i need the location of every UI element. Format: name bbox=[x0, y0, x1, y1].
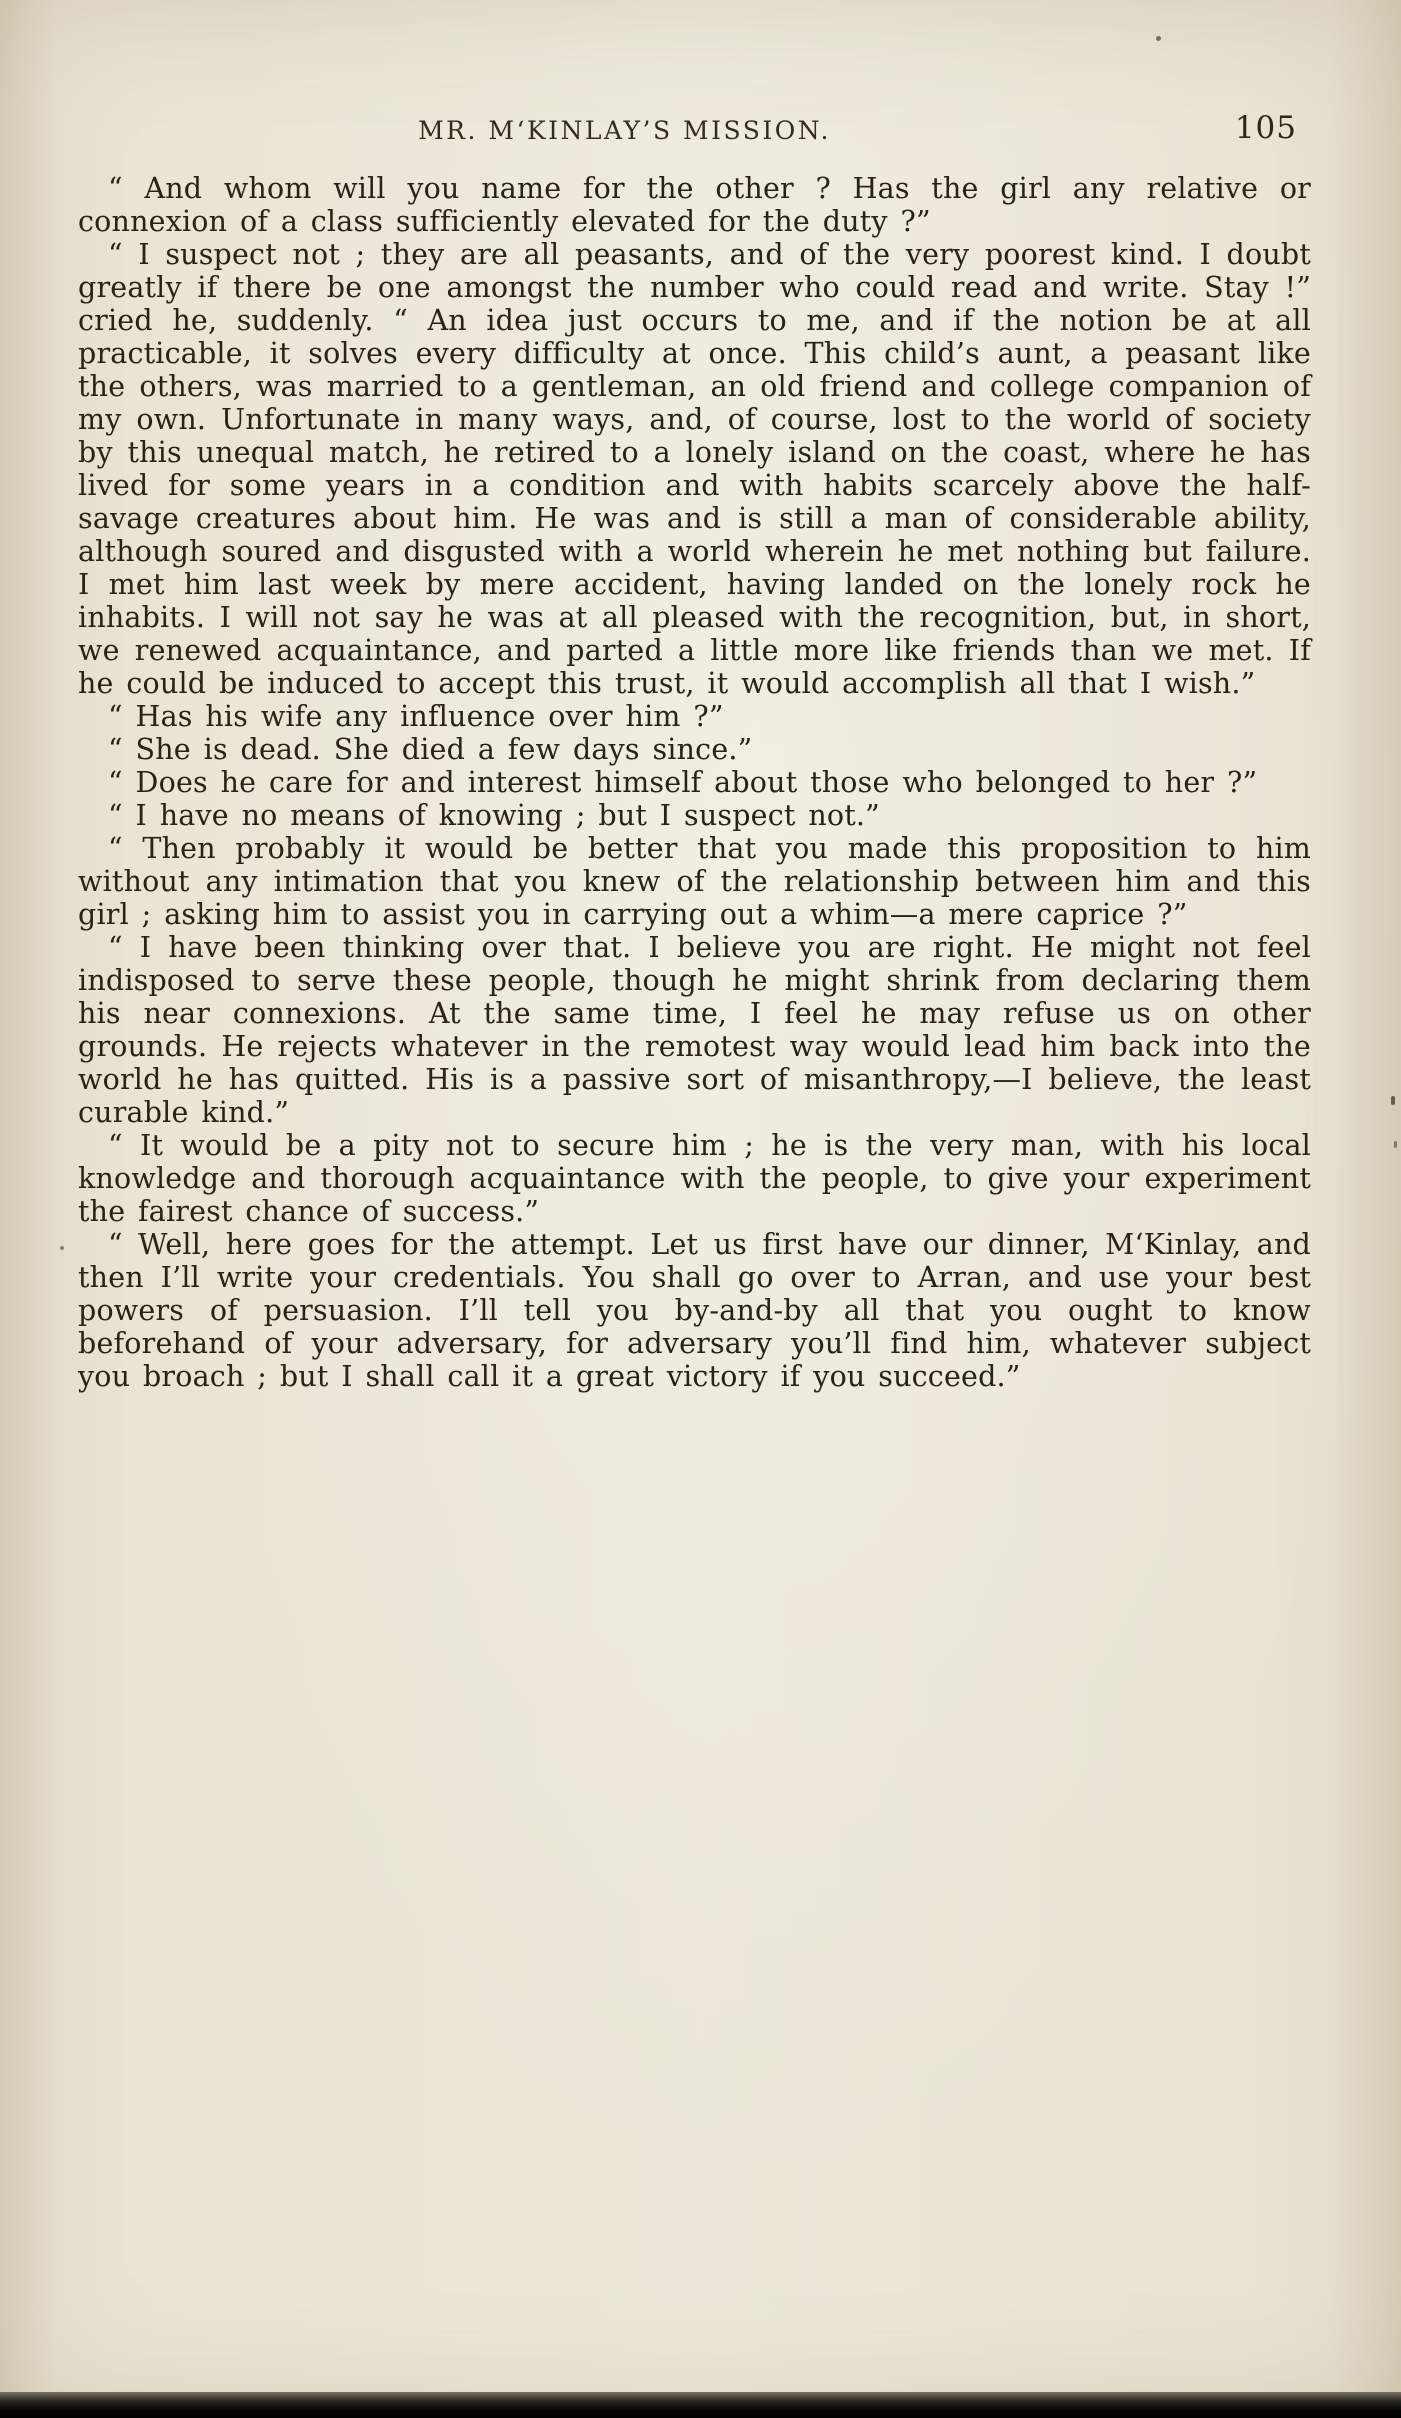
page-header bbox=[78, 110, 1311, 156]
paragraph: “ Well, here goes for the attempt. Let us first have our dinner, M‘Kinlay, and then I’ll write your credentials. You shall go over to Arran, and use your best powers of persuasion. I’ll tell you by-and-by all that you ought to know beforehand of your adversary, for adversary you’ll find him, whatever subject you broach ; but I shall call it a great victory if you succeed.” bbox=[78, 1228, 1311, 1393]
scan-bottom-edge bbox=[0, 2392, 1401, 2418]
page-number: 105 bbox=[1234, 110, 1297, 146]
scan-speck bbox=[1391, 1096, 1395, 1105]
paragraph: “ Does he care for and interest himself about those who belonged to her ?” bbox=[108, 766, 1258, 799]
running-title: MR. M‘KINLAY’S MISSION. bbox=[418, 116, 831, 145]
paragraph: “ I have no means of knowing ; but I suspect not.” bbox=[108, 799, 880, 832]
paragraph: “ I suspect not ; they are all peasants, and of the very poorest kind. I doubt greatly if there be one amongst the number who could read and write. Stay !” cried he, suddenly. “ An idea just occurs to me, and if the notion be at all practicable, it solves every difficulty at once. This child’s aunt, a peasant like the others, was married to a gentleman, an old friend and college companion of my own. Unfortunate in many ways, and, of course, lost to the world of society by this unequal match, he retired to a lonely island on the coast, where he has lived for some years in a condition and with habits scarcely above the half-savage creatures about him. He was and is still a man of considerable ability, although soured and disgusted with a world wherein he met nothing but failure. I met him last week by mere accident, having landed on the lonely rock he inhabits. I will not say he was at all pleased with the recognition, but, in short, we renewed acquaintance, and parted a little more like friends than we met. If he could be induced to accept this trust, it would accomplish all that I wish.” bbox=[78, 238, 1311, 700]
paragraph: “ And whom will you name for the other ? Has the girl any relative or connexion of a class sufficiently elevated for the duty ?” bbox=[78, 172, 1311, 238]
paragraph: “ It would be a pity not to secure him ; he is the very man, with his local knowledge and thorough acquaintance with the people, to give your experiment the fairest chance of success.” bbox=[78, 1129, 1311, 1228]
scan-speck bbox=[1156, 36, 1161, 41]
scan-speck bbox=[1394, 1141, 1397, 1148]
scan-speck bbox=[60, 1246, 64, 1250]
paragraph: “ Then probably it would be better that you made this proposition to him without any intimation that you knew of the relationship between him and this girl ; asking him to assist you in carrying out a whim—a mere caprice ?” bbox=[78, 832, 1311, 931]
page-body bbox=[78, 172, 1311, 1393]
paragraph: “ Has his wife any influence over him ?” bbox=[108, 700, 724, 733]
paragraph: “ I have been thinking over that. I believe you are right. He might not feel indisposed to serve these people, though he might shrink from declaring them his near connexions. At the same time, I feel he may refuse us on other grounds. He rejects whatever in the remotest way would lead him back into the world he has quitted. His is a passive sort of misanthropy,—I believe, the least curable kind.” bbox=[78, 931, 1311, 1129]
paragraph: “ She is dead. She died a few days since.” bbox=[108, 733, 753, 766]
